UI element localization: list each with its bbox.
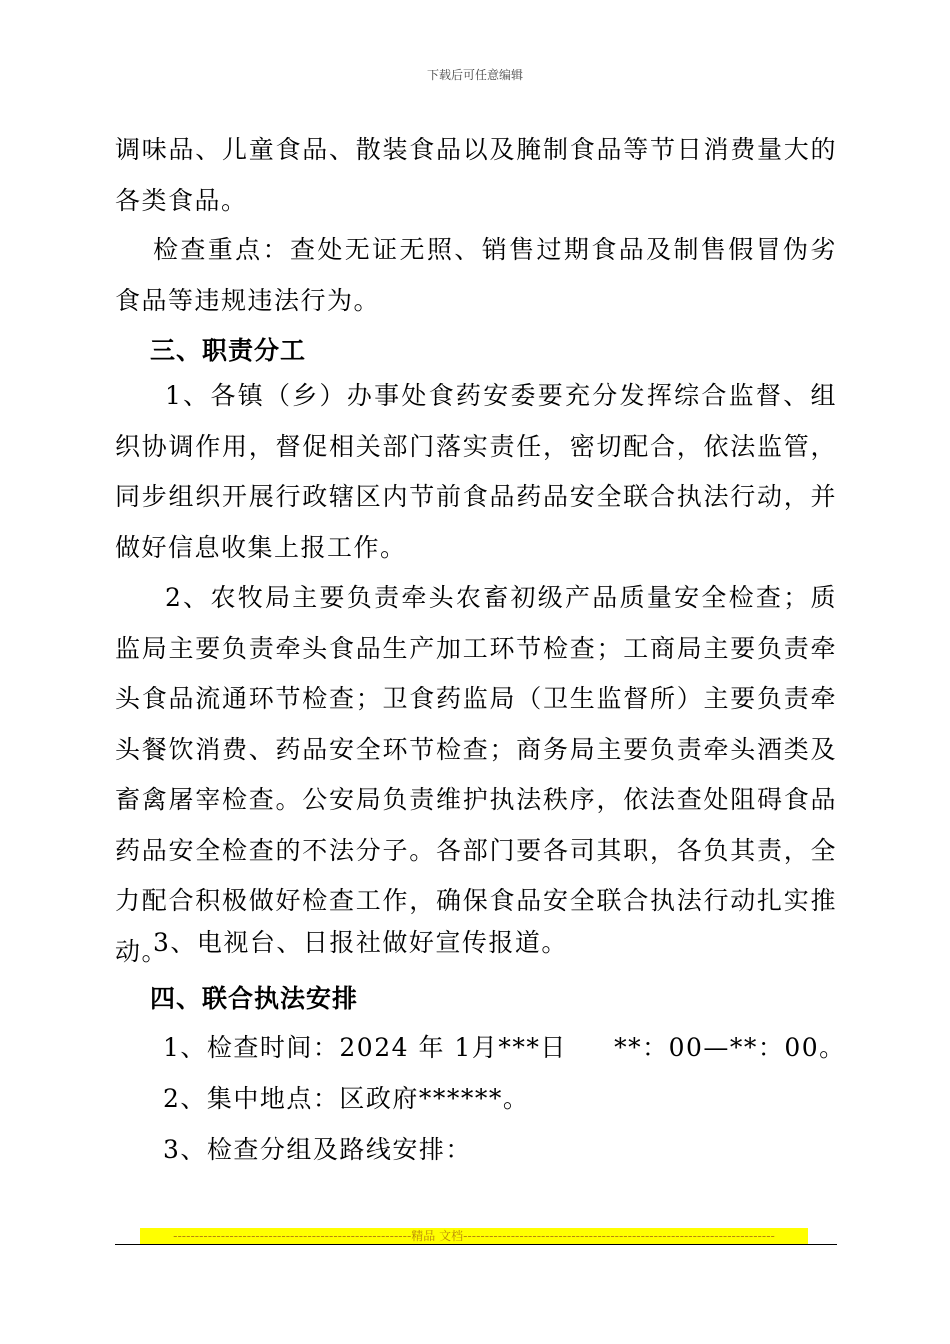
paragraph-responsibility-1: 1、各镇（乡）办事处食药安委要充分发挥综合监督、组织协调作用，督促相关部门落实责任，密切配合，依法监管，同步组织开展行政辖区内节前食品药品安全联合执法行动，并做好信息收集上报工作。 bbox=[115, 381, 837, 562]
paragraph-responsibility-2: 2、农牧局主要负责牵头农畜初级产品质量安全检查；质监局主要负责牵头食品生产加工环节检查；工商局主要负责牵头食品流通环节检查；卫食药监局（卫生监督所）主要负责牵头餐饮消费、药品安全环节检查；商务局主要负责牵头酒类及畜禽屠宰检查。公安局负责维护执法秩序，依法查处阻碍食品药品安全检查的不法分子。各部门要各司其职，各负其责，全力配合积极做好检查工作，确保食品安全联合执法行动扎实推动。 bbox=[115, 583, 837, 966]
paragraph-food-types: 调味品、儿童食品、散装食品以及腌制食品等节日消费量大的各类食品。 bbox=[115, 135, 837, 215]
item-inspection-time: 1、检查时间：2024 年 1月***日 **：00—**：00。 bbox=[163, 1033, 846, 1062]
item-gathering-place: 2、集中地点：区政府******。 bbox=[163, 1084, 530, 1113]
section-heading-joint-enforcement: 四、联合执法安排 bbox=[150, 984, 359, 1013]
footer-watermark-bar: -------------------------------------------------------精品 文档------------------------------------------------------------------------ bbox=[140, 1228, 808, 1244]
section-heading-responsibilities: 三、职责分工 bbox=[150, 336, 307, 365]
paragraph-responsibility-3: 3、电视台、日报社做好宣传报道。 bbox=[153, 928, 568, 957]
paragraph-inspection-focus: 检查重点：查处无证无照、销售过期食品及制售假冒伪劣食品等违规违法行为。 bbox=[115, 235, 837, 315]
header-note: 下载后可任意编辑 bbox=[426, 68, 523, 82]
footer-divider bbox=[115, 1244, 837, 1245]
item-group-routes: 3、检查分组及路线安排： bbox=[163, 1135, 472, 1164]
